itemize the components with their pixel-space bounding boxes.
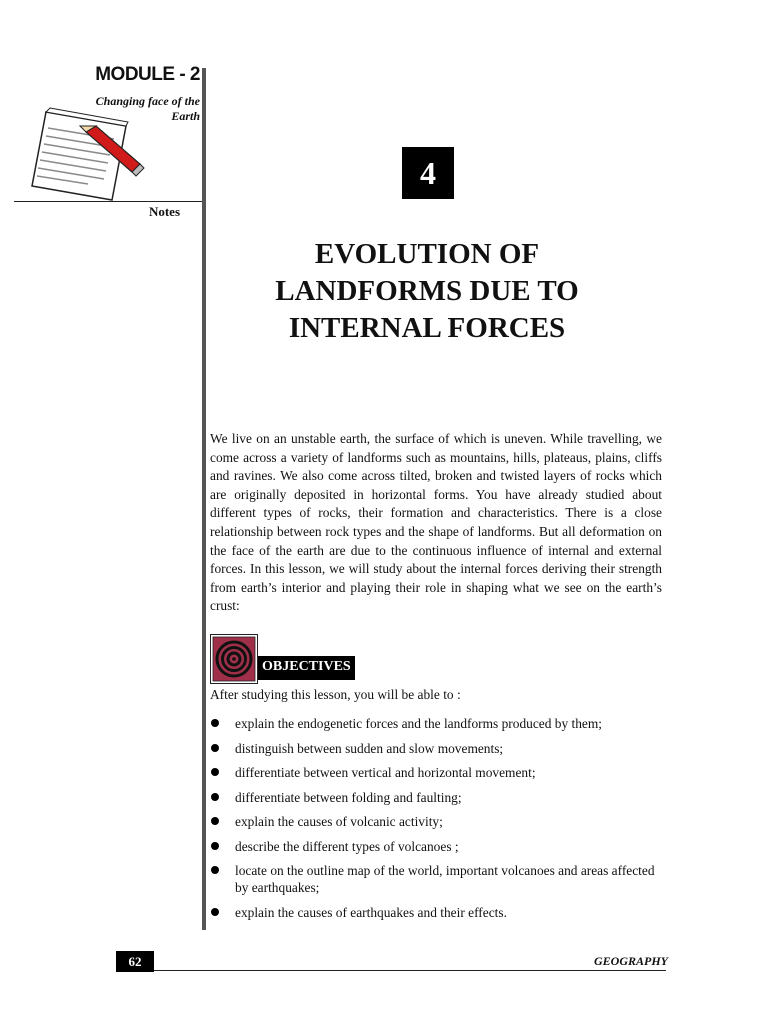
chapter-title-line-1: EVOLUTION OF <box>314 238 540 270</box>
notes-label: Notes <box>148 204 180 219</box>
list-item-text: locate on the outline map of the world, important volcanoes and areas affected by earthquakes; <box>235 863 655 895</box>
list-item <box>210 764 662 781</box>
list-item <box>210 838 662 855</box>
margin-rule <box>202 68 206 930</box>
target-icon <box>210 634 258 684</box>
footer-divider <box>154 970 666 971</box>
list-item-text: differentiate between folding and faulting; <box>235 789 462 805</box>
notepad-pencil-icon <box>28 104 148 204</box>
lesson-number: 4 <box>402 147 454 199</box>
chapter-title <box>230 236 624 347</box>
intro-paragraph: We live on an unstable earth, the surface of which is uneven. While travelling, we come across a variety of landforms such as mountains, hills, plateaus, plains, cliffs and ravines. We also come across tilted, broken and twisted layers of rocks which are originally deposited in horizontal forms. You have already studied about different types of rocks, their formation and characteristics. There is a close relationship between rock types and the shape of landforms. But all deformation on the face of the earth are due to the continuous influence of internal and external forces. In this lesson, we will study about the internal forces deriving their strength from earth’s interior and playing their role in shaping what we see on the earth’s crust: <box>210 431 662 614</box>
bullet-icon <box>211 842 219 850</box>
bullet-icon <box>211 866 219 874</box>
module-title: MODULE - 2 <box>95 64 200 85</box>
list-item <box>210 813 662 830</box>
chapter-title-line-3: INTERNAL FORCES <box>288 312 566 344</box>
objectives-lead: After studying this lesson, you will be able to : <box>210 687 461 702</box>
notes-divider <box>14 201 204 202</box>
bullet-icon <box>211 908 219 916</box>
list-item <box>210 740 662 757</box>
list-item-text: explain the causes of volcanic activity; <box>235 814 443 829</box>
list-item-text: describe the different types of volcanoes ; <box>235 838 459 854</box>
list-item <box>210 862 662 896</box>
list-item-text: differentiate between vertical and horizontal movement; <box>235 765 536 780</box>
footer-subject: GEOGRAPHY <box>593 954 668 968</box>
bullet-icon <box>211 768 219 776</box>
list-item <box>210 904 662 921</box>
module-subtitle-line-1: Changing face of the <box>95 94 200 108</box>
list-item <box>210 715 662 732</box>
bullet-icon <box>211 817 219 825</box>
list-item-text: explain the endogenetic forces and the landforms produced by them; <box>235 716 603 731</box>
bullet-icon <box>211 719 219 727</box>
objectives-heading: OBJECTIVES <box>258 656 355 680</box>
bullet-icon <box>211 793 219 801</box>
page-number: 62 <box>116 951 154 972</box>
bullet-icon <box>211 744 219 752</box>
module-subtitle-line-2: Earth <box>171 109 200 123</box>
list-item-text: explain the causes of earthquakes and their effects. <box>235 904 507 920</box>
objectives-list <box>210 715 662 928</box>
chapter-title-line-2: LANDFORMS DUE TO <box>275 275 579 307</box>
list-item <box>210 789 662 806</box>
list-item-text: distinguish between sudden and slow movements; <box>235 740 504 756</box>
